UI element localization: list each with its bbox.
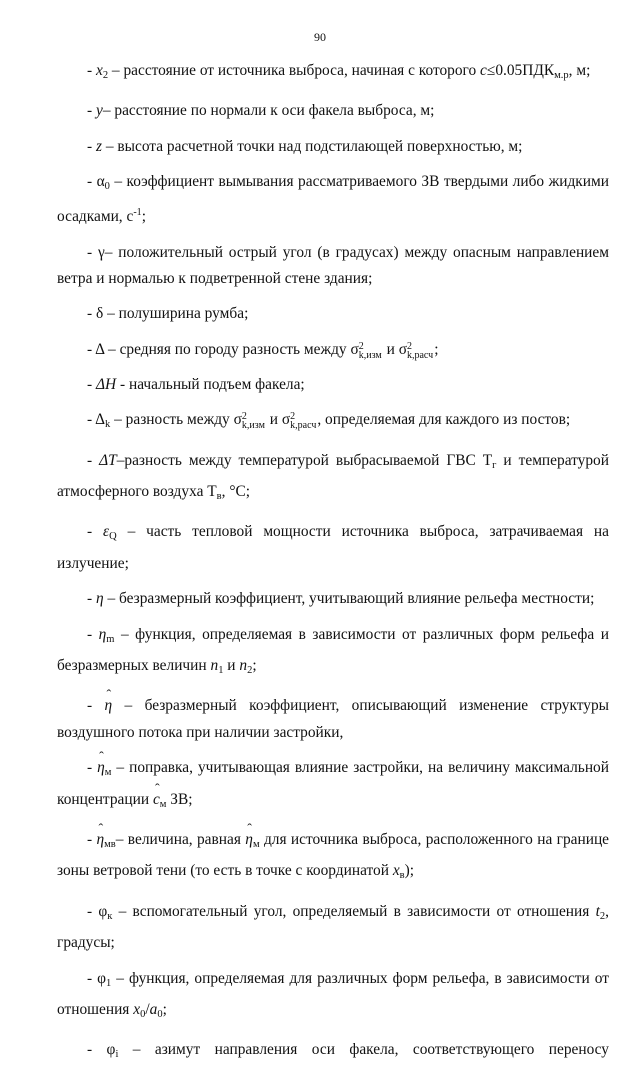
list-item: - Δk – разность между σ 2 k,изм и σ 2 k,расч , определяемая для каждого из постов; (87, 411, 571, 432)
list-item: - εQ – часть тепловой мощности источника выброса, затрачиваемая на излучение; (57, 523, 609, 572)
list-item: - φi – азимут направления оси факела, соответствующего переносу (87, 1041, 609, 1061)
definitions-list (57, 58, 609, 1078)
list-item: - ˆ ηмв– величина, равная ˆ ηм для источника выброса, расположенного на границе зоны ветровой тени (то есть в точке с координатой xв); (57, 827, 609, 890)
list-item: - φ1 – функция, определяемая для различных форм рельефа, в зависимости от отношения x0/a0; (57, 969, 609, 1021)
list-item: - ˆ ηм – поправка, учитывающая влияние застройки, на величину максимальной концентрации ˆ cм ЗВ; (57, 755, 609, 818)
list-item: - φк – вспомогательный угол, определяемый в зависимости от отношения t2, градусы; (57, 902, 609, 952)
list-item: - ΔH - начальный подъем факела; (87, 376, 305, 394)
list-item: - ˆ η – безразмерный коэффициент, описывающий изменение структуры воздушного потока при наличии застройки, (57, 693, 609, 746)
list-item: - η – безразмерный коэффициент, учитывающий влияние рельефа местности; (87, 590, 595, 608)
list-item: - γ– положительный острый угол (в градусах) между опасным направлением ветра и нормалью к подветренной стене здания; (57, 243, 609, 288)
list-item: - Δ – средняя по городу разность между σ 2 k,изм и σ 2 k,расч ; (87, 340, 439, 361)
list-item: - α0 – коэффициент вымывания рассматриваемого ЗВ твердыми либо жидкими осадками, $с^{-1}$; (57, 172, 609, 226)
page-number: 90 (314, 30, 326, 44)
list-item: - z – высота расчетной точки над подстилающей поверхностью, м; (87, 137, 523, 155)
list-item: - x2 – расстояние от источника выброса, начиная с которого c≤0.05ПДКм.р, м; (87, 62, 591, 81)
list-item: - ΔT–разность между температурой выбрасываемой ГВС Тг и температурой атмосферного воздуха Тв, °С; (57, 451, 609, 503)
list-item: - y– расстояние по нормали к оси факела выброса, м; (87, 102, 435, 120)
list-item: - δ – полуширина румба; (87, 305, 249, 323)
list-item: - ηm – функция, определяемая в зависимости от различных форм рельефа и безразмерных величин n1 и n2; (57, 625, 609, 677)
